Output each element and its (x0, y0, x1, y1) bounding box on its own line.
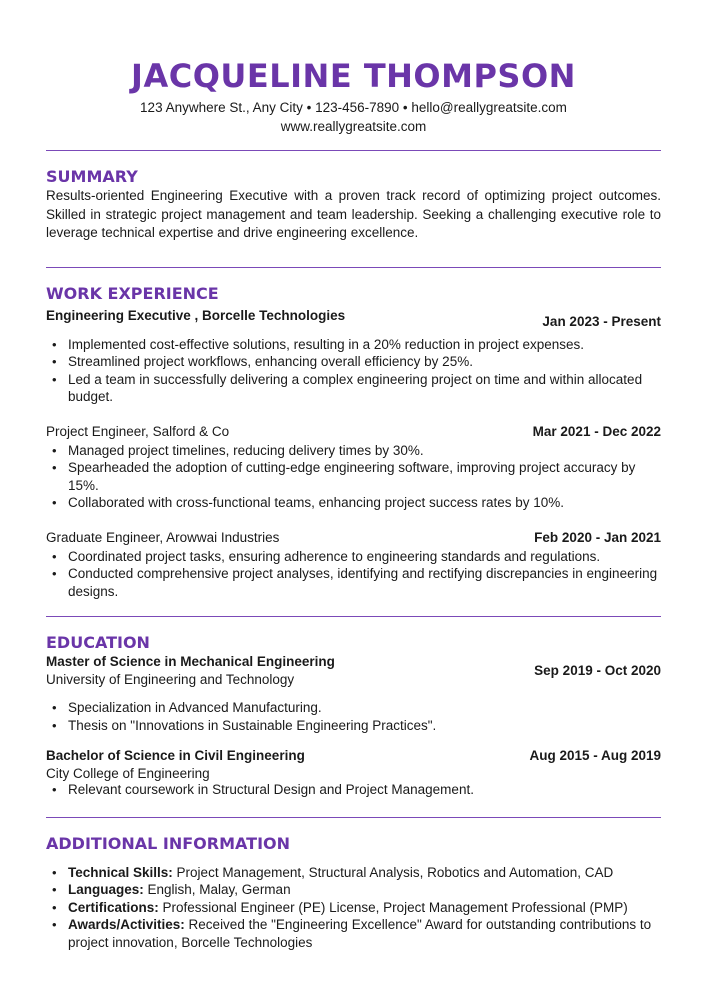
item-label: Certifications: (68, 899, 159, 915)
school: City College of Engineering (46, 766, 210, 781)
job-header (46, 423, 661, 441)
job-entry (46, 423, 661, 512)
education-bullets (46, 781, 661, 799)
list-item: • Coordinated project tasks, ensuring adherence to engineering standards and regulations. (46, 548, 661, 566)
summary-text: Results-oriented Engineering Executive with a proven track record of optimizing project outcomes. Skilled in strategic project management and team leadership. Seeking a challenging executive role to leverage technical expertise and drive engineering excellence. (46, 188, 661, 240)
contact-info (46, 98, 661, 136)
list-item: • Streamlined project workflows, enhancing overall efficiency by 25%. (46, 353, 661, 371)
job-header (46, 529, 661, 547)
degree: Master of Science in Mechanical Engineering (46, 654, 335, 669)
list-item (46, 864, 661, 882)
job-dates: Mar 2021 - Dec 2022 (532, 423, 661, 439)
education-entry (46, 653, 661, 734)
school: University of Engineering and Technology (46, 672, 295, 687)
list-item: • Led a team in successfully delivering a complex engineering project on time and within allocated budget. (46, 371, 661, 406)
list-item (46, 881, 661, 899)
section-title-summary: SUMMARY (46, 167, 138, 186)
education-dates: Sep 2019 - Oct 2020 (534, 663, 661, 678)
job-bullets (46, 548, 661, 601)
item-text: Received the "Engineering Excellence" Award for outstanding contributions to project innovation, Borcelle Technologies (68, 917, 652, 950)
list-item: • Specialization in Advanced Manufacturing. (46, 699, 661, 717)
job-dates: Jan 2023 - Present (542, 313, 661, 329)
job-title (46, 529, 279, 547)
education-bullets (46, 699, 661, 734)
list-item (46, 899, 661, 917)
section-title-additional-information: ADDITIONAL INFORMATION (46, 833, 291, 853)
list-item: • Collaborated with cross-functional teams, enhancing project success rates by 10%. (46, 494, 661, 512)
contact-line-address-phone-email: 123 Anywhere St., Any City • 123-456-7890 • hello@reallygreatsite.com (140, 100, 567, 115)
education-section (46, 633, 661, 799)
education-header (46, 653, 661, 689)
job-entry (46, 307, 661, 406)
list-item (46, 916, 661, 951)
list-item: • Managed project timelines, reducing delivery times by 30%. (46, 442, 661, 460)
degree: Bachelor of Science in Civil Engineering (46, 748, 305, 763)
job-title-text: Graduate Engineer, Arowwai Industries (46, 529, 280, 545)
item-text: English, Malay, German (143, 882, 291, 897)
education-dates: Aug 2015 - Aug 2019 (529, 748, 661, 763)
additional-list (46, 864, 661, 952)
section-title-education: EDUCATION (46, 633, 150, 652)
job-entry (46, 529, 661, 601)
section-title-work-experience: WORK EXPERIENCE (46, 283, 219, 303)
item-label: Languages: (68, 882, 144, 897)
list-item: • Thesis on "Innovations in Sustainable Engineering Practices". (46, 717, 661, 735)
divider (46, 817, 661, 818)
additional-information-section (46, 834, 661, 952)
item-label: Awards/Activities: (68, 917, 185, 932)
job-title-text: Project Engineer, Salford & Co (46, 423, 230, 439)
divider (46, 267, 661, 268)
job-title: Engineering Executive , Borcelle Technologies (46, 307, 346, 323)
education-degree-school (46, 653, 335, 689)
candidate-name: JACQUELINE THOMPSON (131, 57, 576, 95)
job-bullets (46, 336, 661, 406)
divider (46, 150, 661, 151)
contact-line-website: www.reallygreatsite.com (280, 119, 427, 134)
work-experience-section (46, 284, 661, 601)
job-title (46, 423, 229, 441)
list-item: • Spearheaded the adoption of cutting-edge engineering software, improving project accuracy by 15%. (46, 459, 661, 494)
divider (46, 616, 661, 617)
job-dates: Feb 2020 - Jan 2021 (534, 529, 661, 545)
item-text: Project Management, Structural Analysis, Robotics and Automation, CAD (172, 864, 614, 880)
list-item: • Conducted comprehensive project analyses, identifying and rectifying discrepancies in engineering designs. (46, 565, 661, 600)
job-bullets (46, 442, 661, 512)
list-item: • Relevant coursework in Structural Design and Project Management. (46, 781, 661, 799)
summary-section (46, 167, 661, 243)
item-label: Technical Skills: (68, 864, 173, 880)
item-text: Professional Engineer (PE) License, Project Management Professional (PMP) (158, 899, 628, 915)
education-degree-school (46, 747, 305, 783)
list-item: • Implemented cost-effective solutions, resulting in a 20% reduction in project expenses. (46, 336, 661, 354)
education-header (46, 747, 661, 783)
education-entry (46, 747, 661, 799)
job-header (46, 307, 661, 331)
